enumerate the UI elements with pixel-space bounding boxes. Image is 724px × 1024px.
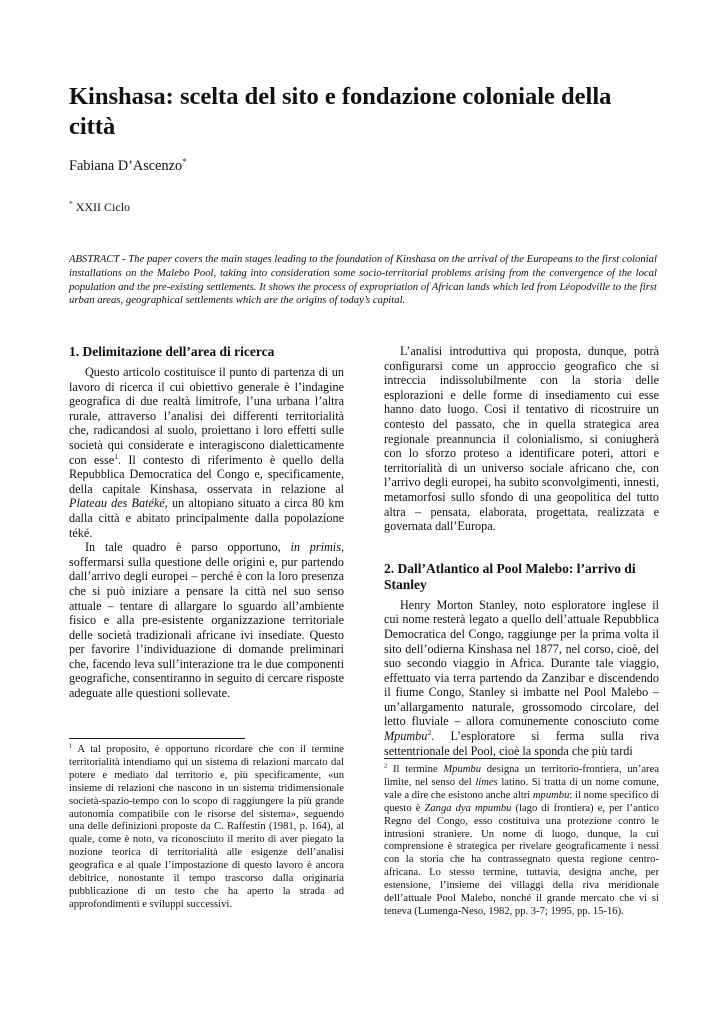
- section-1-paragraph-1: Questo articolo costituisce il punto di partenza di un lavoro di ricerca il cui obiettivo generale è l’indagine geografica di due realtà limitrofe, l’una urbana l’altra rurale, attraverso l’analisi dei differenti territorialità che, radicandosi al suolo, proiettano i loro effetti sulle società qui considerate e interagiscono dialetticamente con esse$^1$. Il contesto di riferimento è quello della Repubblica Democratica del Congo e, specificamente, della capitale Kinshasa, osservata in relazione al Plateau des Batéké, un altopiano situato a circa 80 km dalla città e abitato principalmente dalla popolazione téké.: [69, 365, 344, 540]
- abstract: ABSTRACT - The paper covers the main stages leading to the foundation of Kinshasa on the arrival of the Europeans to the first colonial installations on the Malebo Pool, taking into consideration some socio-territorial problems arising from the convergence of the local population and the pre-existing settlements. It shows the process of expropriation of African lands which led from Léopodville to the first urban areas, geographical settlements which are the origins of today’s capital.: [69, 253, 657, 307]
- author-footnote-mark: *: [182, 156, 187, 167]
- italic-term: Mpumbu: [384, 729, 428, 744]
- paper-title: Kinshasa: scelta del sito e fondazione coloniale della città: [69, 83, 612, 140]
- italic-term: in primis: [290, 540, 341, 555]
- footnote-2: $^2$ Il termine Mpumbu designa un territorio-frontiera, un’area limite, nel senso del limes latino. Si tratta di un nome comune, vale a dire che esistono anche altri mpumbu: il nome specifico di questo è Zanga dya mpumbu (lago di frontiera) e, per l’antico Regno del Congo, esso costituiva una protezione contro le intrusioni straniere. Un nome di luogo, dunque, la cui comprensione è strategica per rivelare geograficamente i nessi con la storia che ha contrassegnato questa regione centro-africana. Lo stesso termine, tuttavia, designa anche, per estensione, l’insieme dei villaggi della riva meridionale dell’attuale Pool Malebo, nonché il grande mercato che vi si teneva (Lumenga-Neso, 1982, pp. 3-7; 1995, pp. 15-16).: [384, 762, 660, 917]
- footnote-separator-right: [384, 758, 560, 759]
- left-column: [69, 344, 344, 701]
- affiliation-note: [69, 200, 130, 215]
- footnote-1: $^1$ A tal proposito, è opportuno ricordare che con il termine territorialità intendiamo qui un sistema di relazioni marcato dal potere e mediato dal territorio e, più specificamente, «un insieme di relazioni che nascono in un sistema tridimensionale società-spazio-tempo con lo scopo di raggiungere la più grande autonomia compatibile con le risorse del sistema», seguendo una delle definizioni proposte da C. Raffestin (1981, p. 164), al quale, come è noto, va riconosciuto il merito di aver piegato la nozione teorica di territorialità alle esigenze dell’analisi geografica e al quale l’impostazione di questo lavoro è ancora debitrice, nonostante il tempo trascorso dalla originaria pubblicazione di un testo che ha aperto la strada ad approfondimenti e sviluppi successivi.: [69, 742, 344, 910]
- section-2-heading: 2. Dall’Atlantico al Pool Malebo: l’arrivo di Stanley: [384, 560, 636, 592]
- affiliation-text: XXII Ciclo: [72, 200, 131, 214]
- right-column: [384, 344, 659, 758]
- footnote-2-mark: 2: [384, 762, 388, 770]
- section-2-paragraph-1: Henry Morton Stanley, noto esploratore inglese il cui nome resterà legato a quello dell’attuale Repubblica Democratica del Congo, raggiunge per la prima volta il sito dell’odierna Kinshasa nel 1877, nel corso, cioè, del suo secondo viaggio in Africa. Durante tale viaggio, effettuato via terra partendo da Zanzibar e discendendo il fiume Congo, Stanley si imbatte nel Pool Malebo – un’allargamento naturale, grossomodo circolare, del letto fluviale – allora comunemente conosciuto come Mpumbu$^2$. L’esploratore si ferma sulla riva settentrionale del Pool, cioè la sponda che più tardi: [384, 597, 659, 758]
- intro-paragraph: L’analisi introduttiva qui proposta, dunque, potrà configurarsi come un approccio geografico che si intreccia indissolubilmente con la storia delle esplorazioni e delle forme di insediamento cui esse hanno dato luogo. Così il tentativo di ricostruire un contesto del passato, che in quella strategica area regionale preannuncia il colonialismo, si coniugherà con lo sforzo proteso a identificare poteri, attori e territorialità di un universo sociale africano che, con l’arrivo degli europei, ha subito sconvolgimenti, innesti, metamorfosi sullo sfondo di una geopolitica del tutto altra – pensata, elaborata, progettata, realizzata e governata dall’Europa.: [384, 344, 659, 534]
- italic-term: Plateau des Batéké: [69, 496, 165, 511]
- author-name: Fabiana D’Ascenzo: [69, 158, 183, 174]
- footnote-1-mark: 1: [69, 742, 73, 750]
- footnote-ref-1[interactable]: 1: [114, 451, 118, 461]
- section-1-paragraph-2: In tale quadro è parso opportuno, in primis, soffermarsi sulla questione delle origini e, pur partendo dall’arrivo degli europei – perché è con la loro presenza che si può iniziare a pensare la città nel suo senso attuale – tentare di allargare lo sguardo all’ambiente fisico e alla pre-esistente organizzazione territoriale delle società tradizionali africane ivi insediate. Questo per favorire l’individuazione di domande preliminari che, facendo leva sull’interazione tra le due componenti geografiche, consentiranno in seguito di cercare risposte adeguate alle questioni sollevate.: [69, 540, 344, 701]
- affiliation-mark: *: [69, 199, 73, 208]
- footnote-ref-2[interactable]: 2: [427, 728, 432, 737]
- footnote-separator-left: [69, 738, 245, 739]
- section-1-heading: 1. Delimitazione dell’area di ricerca: [69, 344, 275, 359]
- author-line: [69, 158, 187, 175]
